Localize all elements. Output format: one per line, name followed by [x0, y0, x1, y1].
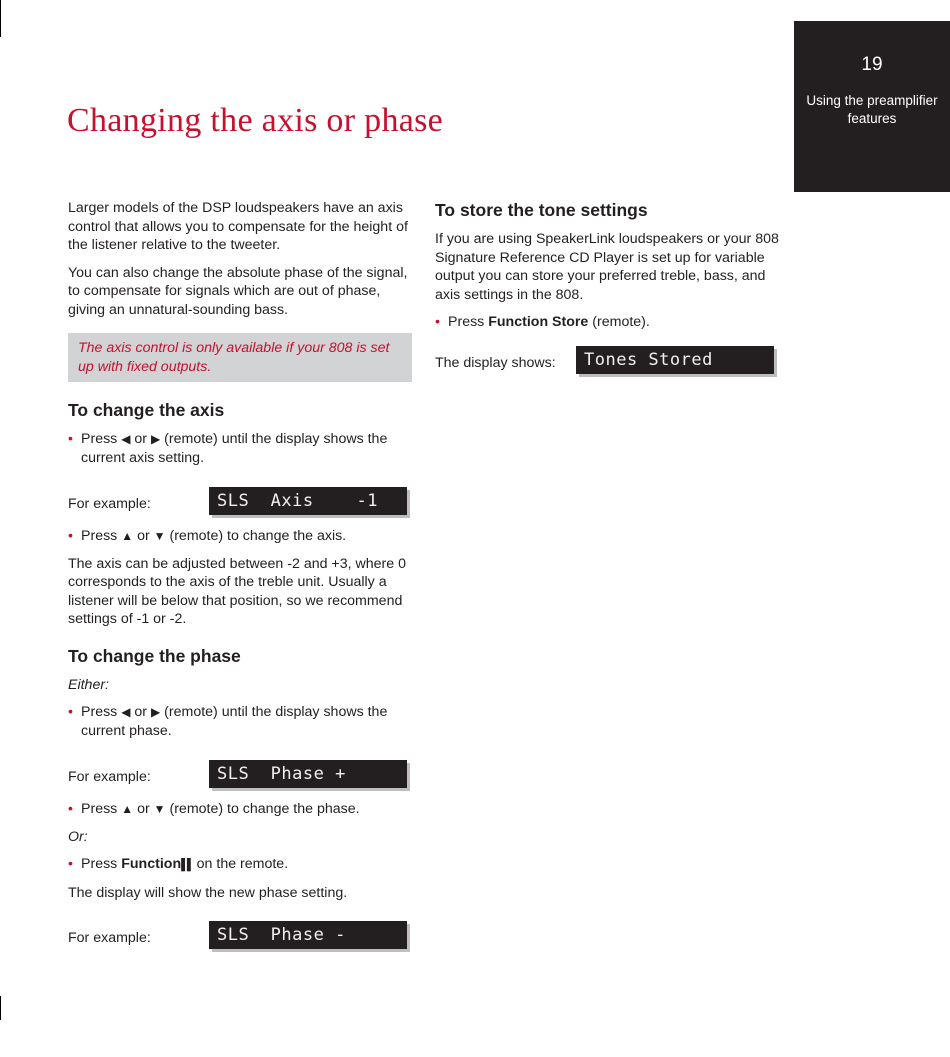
pause-icon: ▌▌ [181, 859, 193, 871]
axis-step-2: • Press ▲ or ▼ (remote) to change the axis. [68, 527, 412, 546]
left-column [68, 199, 412, 961]
section-tab [794, 21, 950, 192]
section-name: Using the preamplifier features [806, 93, 938, 126]
down-arrow-icon: ▼ [153, 802, 166, 816]
phase-heading: To change the phase [68, 645, 241, 666]
example-label: For example: [68, 769, 151, 785]
crop-mark-top [0, 0, 1, 37]
phase-example-1 [68, 760, 412, 790]
left-arrow-icon: ◀ [121, 432, 131, 446]
axis-example [68, 487, 412, 517]
axis-heading: To change the axis [68, 400, 225, 420]
phase-step-3: • Press Function▌▌ on the remote. [68, 855, 412, 875]
down-arrow-icon: ▼ [153, 529, 166, 543]
intro-paragraph-1: Larger models of the DSP loudspeakers have an axis control that allows you to compensate for the height of the listener relative to the tweeter. [68, 200, 408, 253]
left-arrow-icon: ◀ [121, 705, 131, 719]
lcd-display-axis: SLS Axis -1 [209, 487, 407, 515]
right-arrow-icon: ▶ [150, 705, 161, 719]
up-arrow-icon: ▲ [121, 529, 134, 543]
example-label: For example: [68, 930, 151, 946]
right-column [435, 199, 780, 386]
store-step: • Press Function Store (remote). [435, 313, 780, 332]
display-shows-label: The display shows: [435, 354, 556, 371]
page-title: Changing the axis or phase [67, 102, 444, 139]
lcd-display-phase-plus: SLS Phase + [209, 760, 407, 788]
note-box: The axis control is only available if your 808 is set up with fixed outputs. [68, 333, 412, 382]
store-example [435, 346, 780, 376]
crop-mark-bottom [0, 996, 1, 1020]
phase-example-2 [68, 921, 412, 951]
lcd-display-phase-minus: SLS Phase - [209, 921, 407, 949]
either-label: Either: [68, 676, 110, 693]
phase-step-2: • Press ▲ or ▼ (remote) to change the phase. [68, 800, 412, 819]
intro-paragraph-2: You can also change the absolute phase of the signal, to compensate for signals which are out of phase, giving an unnatural-sounding bass. [68, 264, 408, 318]
store-body: If you are using SpeakerLink loudspeakers or your 808 Signature Reference CD Player is set up for variable output you can store your preferred treble, bass, and axis settings in the 808. [435, 231, 779, 303]
phase-step-1: • Press ◀ or ▶ (remote) until the display shows the current phase. [68, 703, 412, 740]
axis-explanation: The axis can be adjusted between -2 and +3, where 0 corresponds to the axis of the treble unit. Usually a listener will be below that position, so we recommend settings of -1 or -2. [68, 555, 406, 627]
page-number: 19 [861, 54, 883, 75]
right-arrow-icon: ▶ [150, 432, 161, 446]
example-label: For example: [68, 496, 151, 512]
axis-step-1: • Press ◀ or ▶ (remote) until the display shows the current axis setting. [68, 430, 412, 467]
phase-result: The display will show the new phase setting. [68, 884, 348, 901]
lcd-display-tones-stored: Tones Stored [576, 346, 774, 374]
store-heading: To store the tone settings [435, 200, 648, 220]
or-label: Or: [68, 828, 88, 845]
up-arrow-icon: ▲ [121, 802, 134, 816]
